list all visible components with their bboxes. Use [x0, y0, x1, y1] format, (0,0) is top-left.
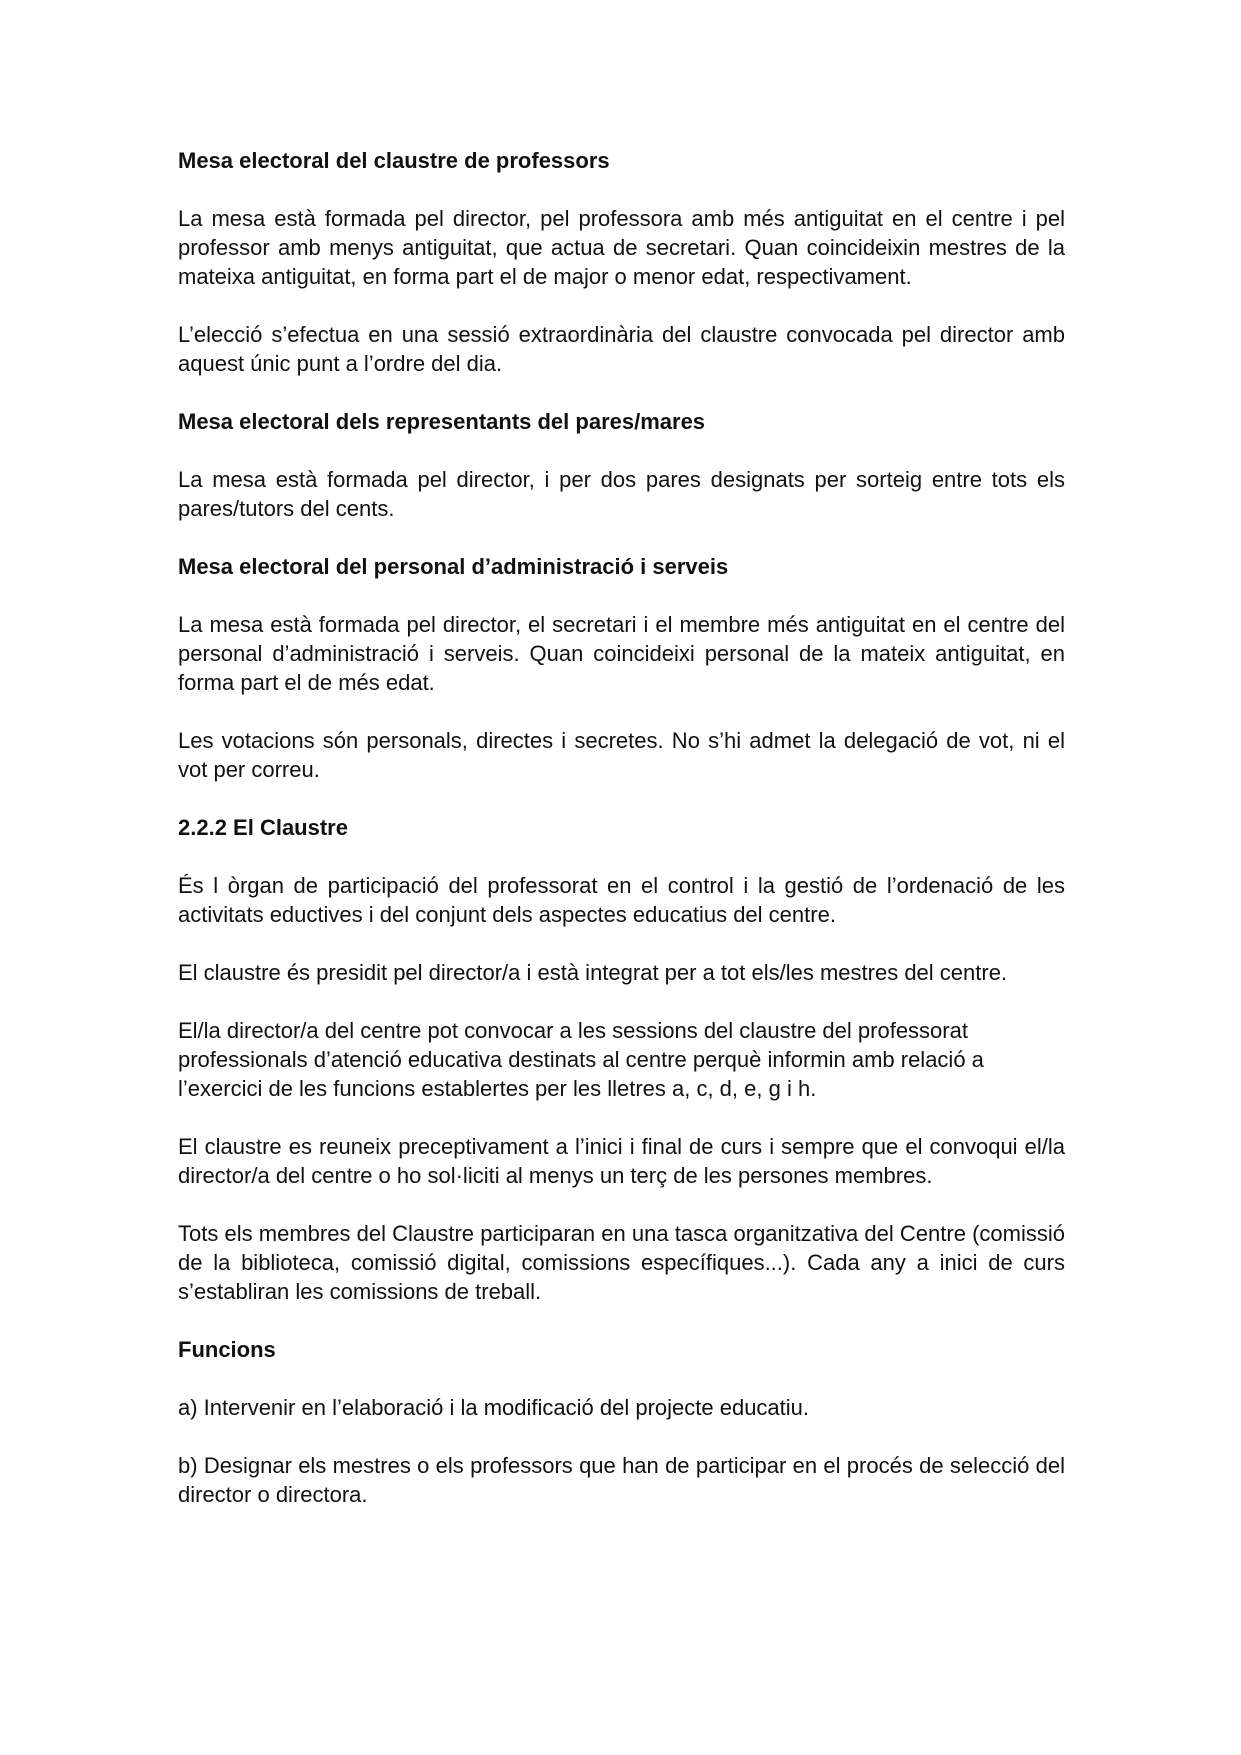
- paragraph-composicio-mesa-claustre: La mesa està formada pel director, pel professora amb més antiguitat en el centre i pel professor amb menys antiguitat, que actua de secretari. Quan coincideixin mestres de la mateixa antiguitat, en forma part el de major o menor edat, respectivament.: [178, 206, 1065, 289]
- heading-mesa-claustre: Mesa electoral del claustre de professors: [178, 148, 610, 173]
- paragraph-composicio-mesa-pares: La mesa està formada pel director, i per dos pares designats per sorteig entre tots els pares/tutors del cents.: [178, 467, 1065, 521]
- paragraph-convocatoria-professionals: El/la director/a del centre pot convocar a les sessions del claustre del professorat professionals d’atenció educativa destinats al centre perquè informin amb relació a l’exercici de les funcions establertes per les lletres a, c, d, e, g i h.: [178, 1018, 984, 1101]
- heading-funcions: Funcions: [178, 1337, 276, 1362]
- paragraph-definicio-claustre: És l òrgan de participació del professorat en el control i la gestió de l’ordenació de les activitats eductives i del conjunt dels aspectes educatius del centre.: [178, 873, 1065, 927]
- paragraph-reunions-claustre: El claustre es reuneix preceptivament a l’inici i final de curs i sempre que el convoqui el/la director/a del centre o ho sol·liciti al menys un terç de les persones membres.: [178, 1134, 1065, 1188]
- paragraph-eleccio-sessio: L’elecció s’efectua en una sessió extraordinària del claustre convocada pel director amb aquest únic punt a l’ordre del dia.: [178, 322, 1065, 376]
- heading-el-claustre: 2.2.2 El Claustre: [178, 815, 348, 840]
- paragraph-composicio-mesa-pas: La mesa està formada pel director, el secretari i el membre més antiguitat en el centre del personal d’administració i serveis. Quan coincideixi personal de la mateix antiguitat, en forma part el de més edat.: [178, 612, 1065, 695]
- list-item-funcio-b: b) Designar els mestres o els professors que han de participar en el procés de selecció del director o directora.: [178, 1453, 1065, 1507]
- paragraph-presidencia-claustre: El claustre és presidit pel director/a i està integrat per a tot els/les mestres del centre.: [178, 960, 1008, 985]
- paragraph-votacions: Les votacions són personals, directes i secretes. No s’hi admet la delegació de vot, ni el vot per correu.: [178, 728, 1065, 782]
- heading-mesa-pas: Mesa electoral del personal d’administració i serveis: [178, 554, 729, 579]
- heading-mesa-pares: Mesa electoral dels representants del pares/mares: [178, 409, 706, 434]
- list-item-funcio-a: a) Intervenir en l’elaboració i la modificació del projecte educatiu.: [178, 1395, 810, 1420]
- document-page: [178, 146, 1065, 1538]
- paragraph-comissions: Tots els membres del Claustre participaran en una tasca organitzativa del Centre (comissió de la biblioteca, comissió digital, comissions específiques...). Cada any a inici de curs s’establiran les comissions de treball.: [178, 1221, 1065, 1304]
